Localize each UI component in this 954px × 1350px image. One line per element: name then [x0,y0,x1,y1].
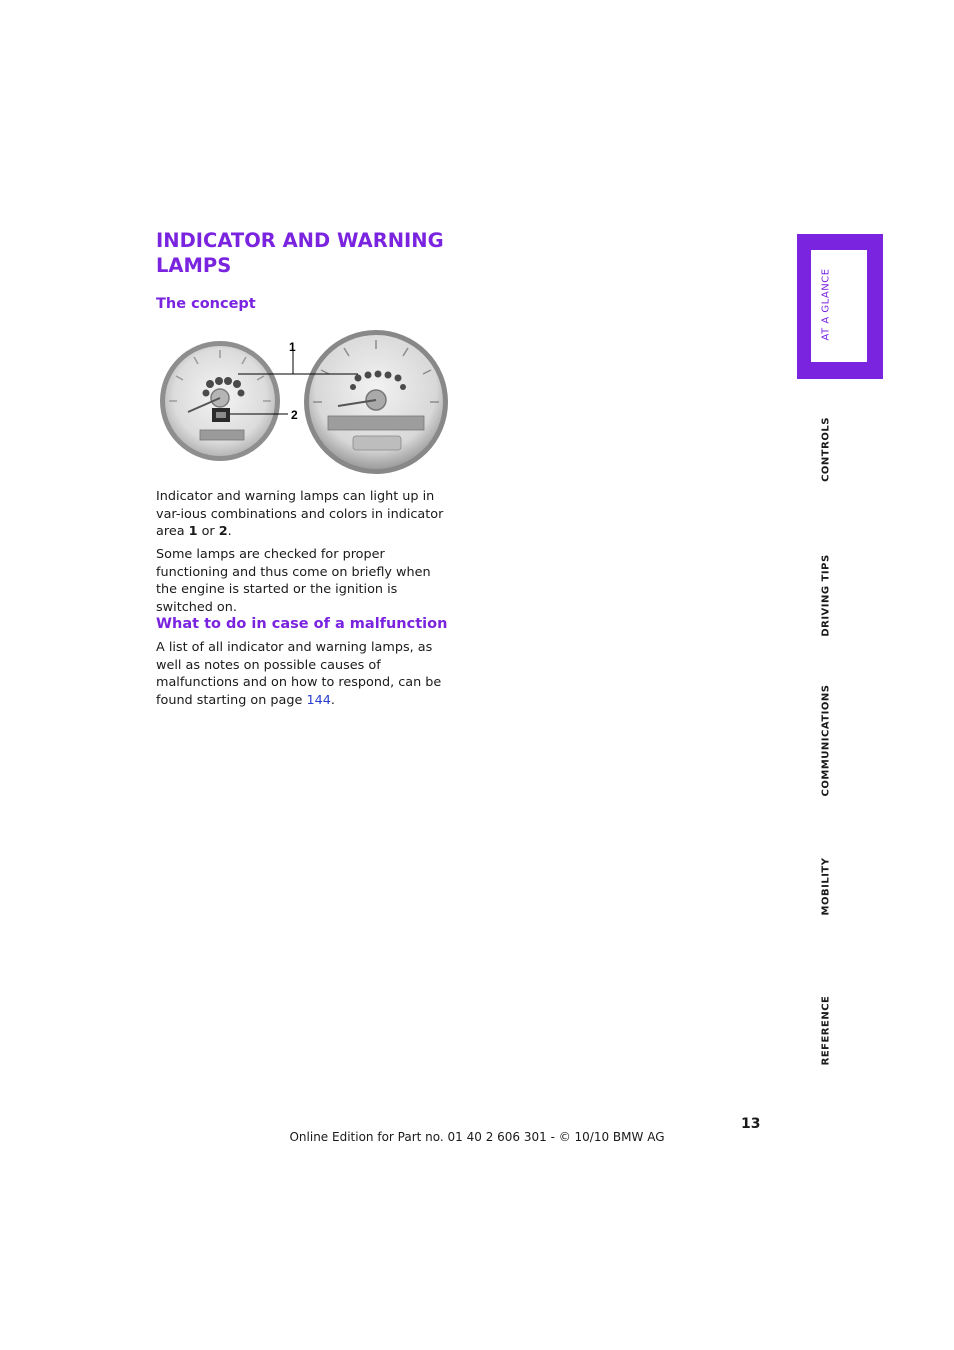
instrument-cluster-illustration [158,326,450,478]
thumb-index-at-a-glance[interactable]: AT A GLANCE [820,268,832,341]
concept-text-or: or [197,524,219,540]
callout-2: 2 [291,408,298,422]
malfunction-paragraph [156,639,452,709]
thumb-index-mobility[interactable]: MOBILITY [820,857,832,916]
thumb-index-controls[interactable]: CONTROLS [820,417,832,482]
instrument-cluster-figure [158,326,450,478]
concept-text-end: . [227,524,232,540]
page-144-link[interactable]: 144 [306,692,331,708]
footer-text: Online Edition for Part no. 01 40 2 606 301 - © 10/10 BMW AG [289,1130,665,1144]
callout-1: 1 [289,340,296,354]
malfunction-text: A list of all indicator and warning lamps, as well as notes on possible causes of malfunctions and on how to respond, can be found starting on page [156,640,442,708]
thumb-index-active-tab[interactable] [797,234,883,379]
thumb-index-reference[interactable]: REFERENCE [820,995,832,1066]
area-2-ref: 2 [218,524,228,540]
section-heading-malfunction: What to do in case of a malfunction [156,616,448,632]
page-title: INDICATOR AND WARNING LAMPS [156,229,444,277]
concept-paragraph-2: Some lamps are checked for proper functioning and thus come on briefly when the engine is started or the ignition is switched on. [156,547,431,615]
section-heading-concept: The concept [156,296,256,312]
malfunction-text-end: . [330,692,335,708]
concept-paragraph-1 [156,488,452,541]
thumb-index-communications[interactable]: COMMUNICATIONS [820,684,832,797]
thumb-index-active-inner [811,250,867,362]
page-number: 13 [741,1116,761,1132]
thumb-index-driving-tips[interactable]: DRIVING TIPS [820,554,832,637]
concept-text: Indicator and warning lamps can light up in var-ious combinations and colors in indicator area [156,489,444,540]
area-1-ref: 1 [188,524,198,540]
